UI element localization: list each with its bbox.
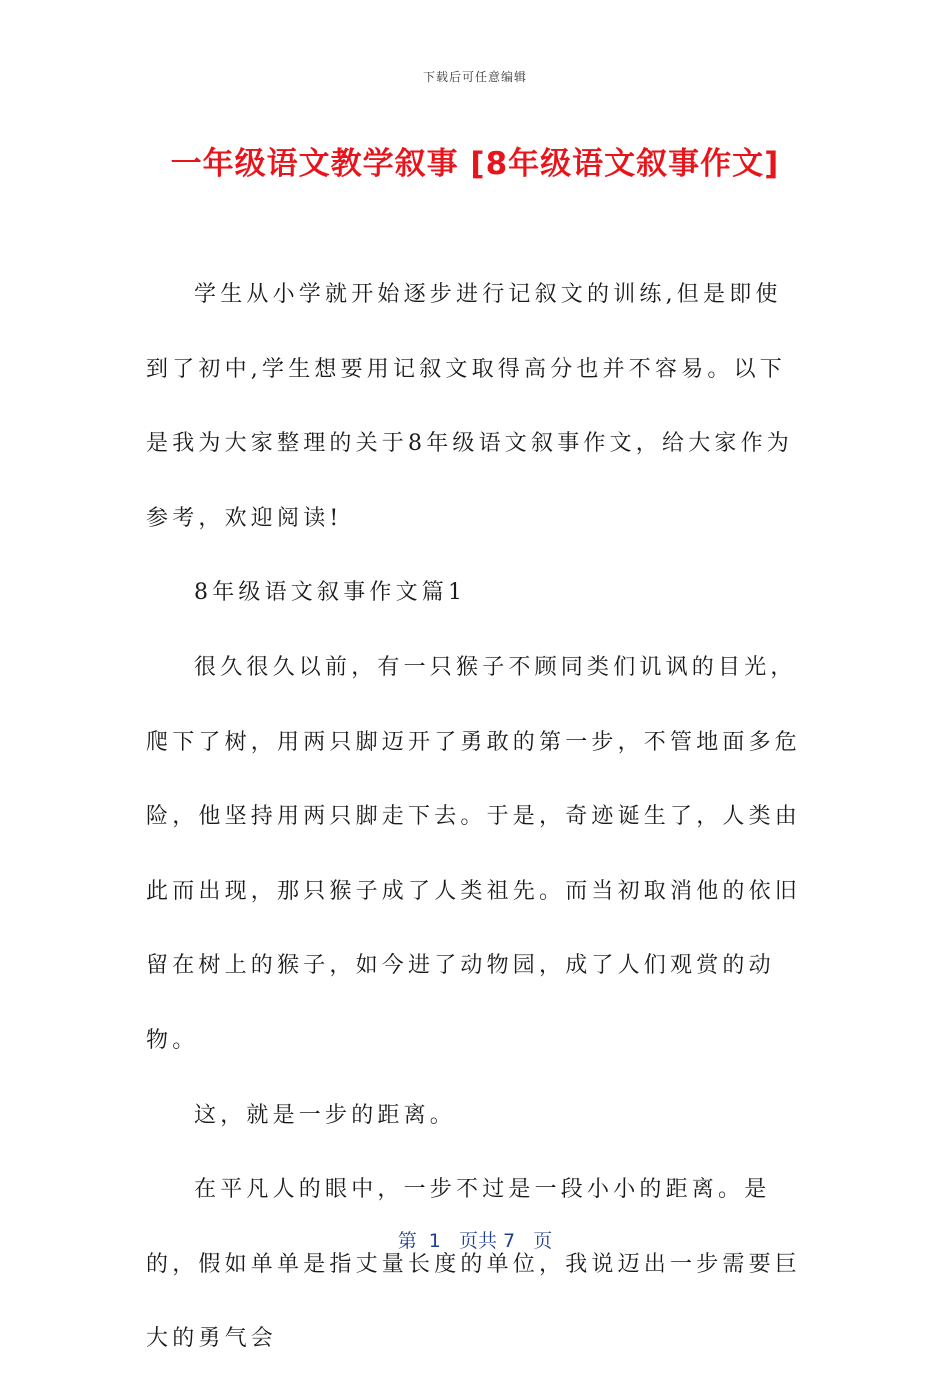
paragraph-intro: 学生从小学就开始逐步进行记叙文的训练,但是即使到了初中,学生想要用记叙文取得高分也并不容易。以下是我为大家整理的关于8年级语文叙事作文，给大家作为参考，欢迎阅读! (146, 282, 793, 531)
header-note: 下载后可任意编辑 (422, 70, 527, 84)
page-number-footer: 第 1 页共 7 页 (397, 1230, 553, 1252)
paragraph-ordinary-view: 在平凡人的眼中，一步不过是一段小小的距离。是的，假如单单是指丈量长度的单位，我说迈出一步需要巨大的勇气会 (146, 1177, 802, 1352)
document-title: 一年级语文教学叙事 [8年级语文叙事作文] (170, 146, 780, 182)
paragraph-one-step-distance: 这，就是一步的距离。 (194, 1102, 457, 1128)
paragraph-monkey-story: 很久很久以前，有一只猴子不顾同类们讥讽的目光，爬下了树，用两只脚迈开了勇敢的第一步，不管地面多危险，他坚持用两只脚走下去。于是，奇迹诞生了，人类由此而出现，那只猴子成了人类祖先。而当初取消他的依旧留在树上的猴子，如今进了动物园，成了人们观赏的动物。 (146, 654, 802, 1053)
document-body (146, 258, 806, 1377)
paragraph-essay-heading: 8年级语文叙事作文篇1 (194, 580, 467, 606)
